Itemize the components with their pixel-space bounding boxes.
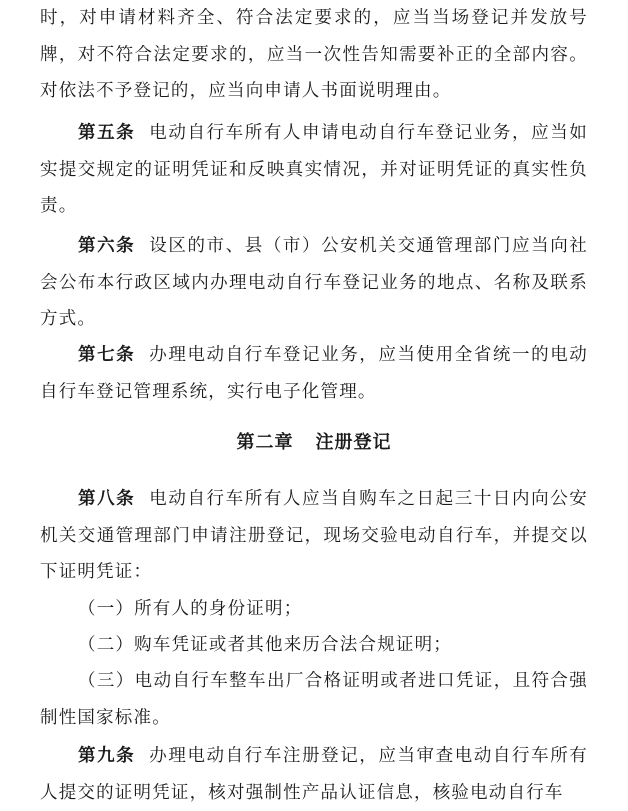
article-5-paragraph bbox=[40, 115, 588, 225]
article-6-text: 设区的市、县（市）公安机关交通管理部门应当向社会公布本行政区域内办理电动自行车登记业务的地点、名称及联系方式。 bbox=[40, 236, 588, 329]
article-7-text: 办理电动自行车登记业务，应当使用全省统一的电动自行车登记管理系统，实行电子化管理。 bbox=[40, 345, 588, 402]
article-6-label: 第六条 bbox=[78, 236, 136, 256]
article-8-label: 第八条 bbox=[78, 489, 136, 509]
article-8-text: 电动自行车所有人应当自购车之日起三十日内向公安机关交通管理部门申请注册登记，现场交验电动自行车，并提交以下证明凭证： bbox=[40, 489, 588, 582]
chapter-heading bbox=[0, 428, 628, 454]
chapter-number: 第二章 bbox=[236, 432, 294, 453]
article-7-paragraph bbox=[40, 337, 588, 410]
article-8-paragraph bbox=[40, 481, 588, 591]
chapter-title: 注册登记 bbox=[315, 432, 392, 453]
article-6-paragraph bbox=[40, 228, 588, 338]
continuation-paragraph: 时，对申请材料齐全、符合法定要求的，应当当场登记并发放号牌，对不符合法定要求的，应当一次性告知需要补正的全部内容。对依法不予登记的，应当向申请人书面说明理由。 bbox=[40, 8, 588, 101]
article-9-paragraph bbox=[40, 738, 588, 811]
article-8-item-3: （三）电动自行车整车出厂合格证明或者进口凭证，且符合强制性国家标准。 bbox=[40, 671, 588, 728]
article-7-label: 第七条 bbox=[78, 345, 136, 365]
article-9-text: 办理电动自行车注册登记，应当审查电动自行车所有人提交的证明凭证，核对强制性产品认证信息，核验电动自行车 bbox=[40, 746, 588, 803]
article-5-text: 电动自行车所有人申请电动自行车登记业务，应当如实提交规定的证明凭证和反映真实情况，并对证明凭证的真实性负责。 bbox=[40, 123, 588, 216]
article-9-label: 第九条 bbox=[78, 746, 136, 766]
article-8-item-2: （二）购车凭证或者其他来历合法合规证明； bbox=[78, 635, 452, 655]
article-8-item-1: （一）所有人的身份证明； bbox=[78, 599, 303, 619]
article-5-label: 第五条 bbox=[78, 123, 136, 143]
